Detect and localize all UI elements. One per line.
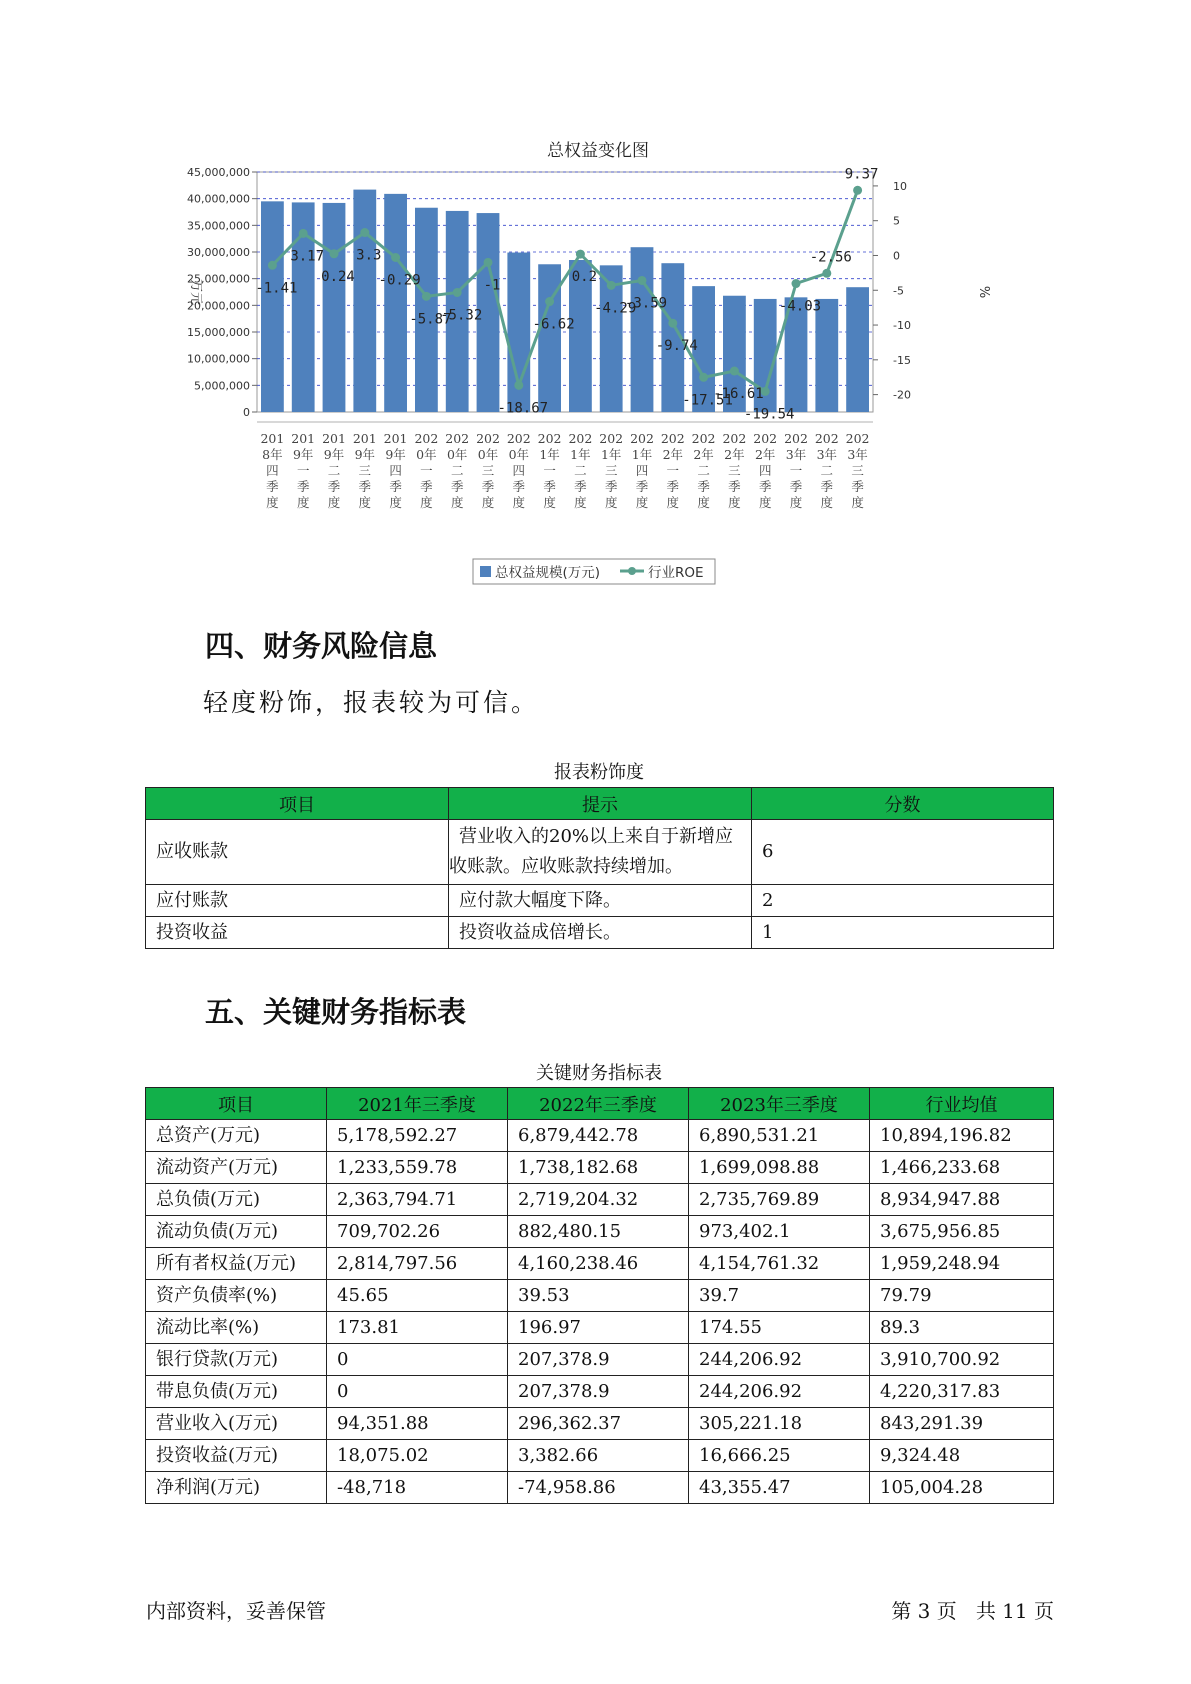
roe-point [299, 229, 308, 238]
kpi-value: 94,351.88 [327, 1408, 508, 1440]
roe-data-label: -5.32 [440, 307, 483, 324]
kpi-item: 总负债(万元) [146, 1184, 327, 1216]
x-tick-label: 202 [845, 431, 870, 446]
left-tick-label: 45,000,000 [187, 166, 250, 179]
right-tick-label: 10 [893, 179, 907, 193]
risk-hint-line1: 营业收入的20%以上来自于新增应 [459, 826, 734, 847]
risk-score: 1 [752, 917, 1054, 949]
kpi-value: 3,910,700.92 [870, 1344, 1054, 1376]
kpi-item: 流动比率(%) [146, 1312, 327, 1344]
section4-heading: 四、财务风险信息 [205, 629, 438, 663]
table-row [146, 1120, 1054, 1152]
roe-point [638, 276, 647, 285]
right-tick-label: -5 [893, 284, 904, 298]
roe-data-label: -4.03 [778, 298, 822, 315]
x-tick-label: 1年 [631, 447, 653, 462]
x-tick-label: 度 [666, 495, 680, 510]
bar [323, 203, 346, 412]
x-tick-label: 季 [420, 479, 433, 494]
x-tick-label: 一 [420, 463, 433, 478]
kpi-value: 973,402.1 [689, 1216, 870, 1248]
x-tick-label: 度 [420, 495, 433, 510]
roe-data-label: -1 [483, 277, 501, 294]
kpi-item: 银行贷款(万元) [146, 1344, 327, 1376]
roe-data-label: -5.87 [409, 311, 452, 328]
kpi-value: 39.53 [508, 1280, 689, 1312]
x-tick-label: 度 [851, 495, 864, 510]
x-tick-label: 201 [352, 431, 377, 446]
roe-data-label: 3.17 [290, 248, 325, 265]
x-tick-label: 季 [758, 479, 772, 494]
x-tick-label: 四 [389, 463, 402, 478]
x-tick-label: 度 [512, 495, 526, 510]
roe-point [730, 367, 739, 376]
x-tick-label: 202 [445, 431, 470, 446]
x-tick-label: 季 [481, 479, 495, 494]
x-tick-label: 季 [327, 479, 341, 494]
legend-swatch-point [628, 567, 636, 575]
roe-point [453, 288, 462, 297]
x-tick-label: 季 [789, 479, 803, 494]
kpi-item: 流动负债(万元) [146, 1216, 327, 1248]
x-tick-label: 季 [697, 479, 710, 494]
right-tick-label: -15 [893, 353, 911, 367]
x-tick-label: 9年 [292, 447, 314, 462]
bar [353, 190, 376, 412]
x-tick-label: 3年 [816, 447, 838, 462]
kpi-value: 10,894,196.82 [870, 1120, 1054, 1152]
x-tick-label: 度 [820, 495, 834, 510]
kpi-value: 296,362.37 [508, 1408, 689, 1440]
left-tick-label: 35,000,000 [187, 219, 250, 233]
kpi-value: 4,154,761.32 [689, 1248, 870, 1280]
x-tick-label: 度 [574, 495, 587, 510]
bar [384, 194, 407, 412]
left-tick-label: 0 [243, 406, 250, 419]
x-tick-label: 季 [666, 479, 680, 494]
header-2022q3: 2022年三季度 [508, 1088, 689, 1120]
roe-data-label: -6.62 [532, 316, 575, 333]
table-row [146, 1152, 1054, 1184]
x-tick-label: 202 [784, 431, 808, 446]
risk-table-header [146, 788, 1054, 820]
table-row [146, 1472, 1054, 1504]
x-tick-label: 202 [722, 431, 747, 446]
x-tick-label: 202 [753, 431, 778, 446]
table-row [146, 1344, 1054, 1376]
table-row [146, 820, 1054, 885]
table-row [146, 1312, 1054, 1344]
roe-point [268, 261, 277, 270]
left-tick-label: 15,000,000 [187, 326, 250, 339]
kpi-value: 105,004.28 [870, 1472, 1054, 1504]
table-row [146, 1216, 1054, 1248]
roe-point [422, 292, 431, 301]
x-tick-label: 一 [543, 463, 556, 478]
x-tick-label: 202 [691, 431, 716, 446]
x-tick-label: 201 [291, 431, 316, 446]
x-tick-label: 8年 [262, 447, 283, 462]
x-tick-label: 四 [266, 463, 279, 478]
roe-point [792, 279, 801, 288]
risk-hint [449, 820, 752, 885]
right-axis-label: % [976, 285, 991, 299]
risk-item: 应收账款 [146, 820, 449, 885]
x-tick-label: 度 [358, 495, 372, 510]
kpi-value: 709,702.26 [327, 1216, 508, 1248]
x-tick-label: 2年 [754, 447, 776, 462]
x-tick-label: 2年 [662, 447, 684, 462]
kpi-value: 16,666.25 [689, 1440, 870, 1472]
x-tick-label: 202 [476, 431, 500, 446]
x-tick-label: 度 [604, 495, 618, 510]
left-tick-label: 30,000,000 [187, 246, 250, 259]
kpi-item: 营业收入(万元) [146, 1408, 327, 1440]
x-tick-label: 度 [266, 495, 279, 510]
x-tick-label: 季 [389, 479, 402, 494]
x-tick-label: 三 [851, 463, 864, 478]
header-hint: 提示 [449, 788, 752, 820]
kpi-value: 4,160,238.46 [508, 1248, 689, 1280]
kpi-value: 244,206.92 [689, 1376, 870, 1408]
risk-table-caption: 报表粉饰度 [554, 762, 644, 783]
risk-table [145, 787, 1054, 949]
roe-point [576, 250, 585, 259]
x-tick-label: 度 [296, 495, 310, 510]
roe-point [514, 381, 523, 390]
kpi-value: 1,959,248.94 [870, 1248, 1054, 1280]
x-tick-label: 202 [630, 431, 654, 446]
left-tick-label: 5,000,000 [194, 379, 250, 393]
table-row [146, 1184, 1054, 1216]
page-number: 第 3 页 共 11 页 [891, 1599, 1054, 1623]
x-tick-label: 季 [728, 479, 741, 494]
x-tick-label: 三 [358, 463, 372, 478]
risk-item: 投资收益 [146, 917, 449, 949]
kpi-value: 3,675,956.85 [870, 1216, 1054, 1248]
roe-data-label: -19.54 [743, 406, 795, 423]
roe-data-label: -16.61 [713, 386, 764, 403]
kpi-value: -48,718 [327, 1472, 508, 1504]
bar [538, 264, 561, 412]
x-tick-label: 9年 [385, 447, 406, 462]
x-tick-label: 季 [296, 479, 310, 494]
header-score: 分数 [752, 788, 1054, 820]
x-tick-label: 三 [481, 463, 495, 478]
equity-chart [170, 135, 1020, 595]
kpi-value: 1,466,233.68 [870, 1152, 1054, 1184]
kpi-value: 5,178,592.27 [327, 1120, 508, 1152]
kpi-item: 所有者权益(万元) [146, 1248, 327, 1280]
x-tick-label: 季 [604, 479, 618, 494]
x-tick-label: 季 [574, 479, 587, 494]
x-tick-label: 202 [506, 431, 531, 446]
x-tick-label: 0年 [416, 447, 437, 462]
kpi-table-caption: 关键财务指标表 [536, 1063, 662, 1084]
left-axis-label: 万元 [188, 278, 203, 306]
bar [261, 201, 284, 412]
bar [631, 247, 654, 412]
x-tick-label: 季 [851, 479, 864, 494]
x-tick-label: 度 [789, 495, 803, 510]
kpi-value: 43,355.47 [689, 1472, 870, 1504]
kpi-item: 净利润(万元) [146, 1472, 327, 1504]
roe-data-label: -2.56 [809, 249, 852, 266]
table-row [146, 1376, 1054, 1408]
kpi-value: 196.97 [508, 1312, 689, 1344]
x-tick-label: 201 [260, 431, 285, 446]
kpi-value: 9,324.48 [870, 1440, 1054, 1472]
kpi-value: 6,890,531.21 [689, 1120, 870, 1152]
x-tick-label: 201 [322, 431, 346, 446]
x-tick-label: 四 [512, 463, 526, 478]
kpi-value: 18,075.02 [327, 1440, 508, 1472]
kpi-value: -74,958.86 [508, 1472, 689, 1504]
risk-hint: 应付款大幅度下降。 [449, 885, 752, 917]
risk-item: 应付账款 [146, 885, 449, 917]
x-tick-label: 1年 [539, 447, 560, 462]
bar [846, 287, 869, 412]
footer-note: 内部资料，妥善保管 [146, 1599, 326, 1623]
x-tick-label: 度 [758, 495, 772, 510]
table-row [146, 885, 1054, 917]
x-tick-label: 二 [327, 463, 341, 478]
x-tick-label: 季 [450, 479, 464, 494]
table-row [146, 1248, 1054, 1280]
x-tick-label: 度 [728, 495, 741, 510]
kpi-item: 流动资产(万元) [146, 1152, 327, 1184]
header-2021q3: 2021年三季度 [327, 1088, 508, 1120]
roe-point [668, 319, 677, 328]
right-tick-label: 0 [893, 249, 900, 263]
kpi-value: 45.65 [327, 1280, 508, 1312]
roe-data-label: -17.51 [682, 392, 733, 409]
x-tick-label: 度 [450, 495, 464, 510]
kpi-value: 173.81 [327, 1312, 508, 1344]
roe-data-label: -0.29 [378, 272, 421, 289]
kpi-value: 89.3 [870, 1312, 1054, 1344]
kpi-value: 2,814,797.56 [327, 1248, 508, 1280]
x-tick-label: 季 [512, 479, 526, 494]
x-tick-label: 季 [358, 479, 372, 494]
x-tick-label: 二 [574, 463, 587, 478]
kpi-value: 1,738,182.68 [508, 1152, 689, 1184]
roe-data-label: 0.24 [321, 268, 355, 285]
roe-data-label: 3.3 [356, 247, 382, 264]
x-tick-label: 二 [697, 463, 710, 478]
x-tick-label: 度 [327, 495, 341, 510]
risk-hint: 投资收益成倍增长。 [449, 917, 752, 949]
x-tick-label: 9年 [323, 447, 345, 462]
header-industry-avg: 行业均值 [870, 1088, 1054, 1120]
left-tick-label: 25,000,000 [187, 272, 250, 286]
x-tick-label: 3年 [847, 447, 868, 462]
kpi-value: 8,934,947.88 [870, 1184, 1054, 1216]
roe-point [391, 253, 400, 262]
roe-data-label: 0.2 [571, 269, 598, 286]
risk-hint-line2: 收账款。应收账款持续增加。 [449, 856, 683, 877]
kpi-value: 0 [327, 1376, 508, 1408]
x-tick-label: 201 [383, 431, 408, 446]
legend-label-line: 行业ROE [648, 565, 704, 581]
kpi-value: 2,735,769.89 [689, 1184, 870, 1216]
x-tick-label: 0年 [446, 447, 468, 462]
x-tick-label: 三 [728, 463, 741, 478]
table-row [146, 1408, 1054, 1440]
x-tick-label: 季 [543, 479, 556, 494]
roe-point [699, 373, 708, 382]
kpi-value: 207,378.9 [508, 1344, 689, 1376]
x-tick-label: 一 [789, 463, 803, 478]
x-tick-label: 度 [635, 495, 649, 510]
kpi-value: 79.79 [870, 1280, 1054, 1312]
bar [415, 208, 438, 412]
x-tick-label: 二 [820, 463, 834, 478]
roe-data-label: -3.59 [624, 295, 668, 312]
kpi-value: 174.55 [689, 1312, 870, 1344]
roe-point [360, 228, 369, 237]
x-tick-label: 一 [666, 463, 680, 478]
x-tick-label: 202 [414, 431, 439, 446]
right-tick-label: -20 [893, 388, 911, 402]
kpi-item: 总资产(万元) [146, 1120, 327, 1152]
risk-score: 6 [752, 820, 1054, 885]
kpi-item: 资产负债率(%) [146, 1280, 327, 1312]
roe-data-label: -4.29 [594, 300, 637, 317]
left-tick-label: 20,000,000 [187, 299, 250, 313]
x-tick-label: 四 [635, 463, 649, 478]
section5-heading: 五、关键财务指标表 [205, 995, 467, 1029]
kpi-value: 244,206.92 [689, 1344, 870, 1376]
x-tick-label: 三 [604, 463, 618, 478]
legend-swatch-bar [480, 566, 491, 577]
x-tick-label: 度 [481, 495, 495, 510]
legend-label-bar: 总权益规模(万元) [495, 565, 601, 581]
chart-title: 总权益变化图 [547, 141, 649, 161]
kpi-value: 1,699,098.88 [689, 1152, 870, 1184]
x-tick-label: 2年 [693, 447, 714, 462]
kpi-value: 39.7 [689, 1280, 870, 1312]
roe-data-label: -1.41 [255, 280, 298, 297]
right-tick-label: -10 [893, 319, 911, 333]
x-tick-label: 202 [814, 431, 839, 446]
table-row [146, 1440, 1054, 1472]
x-tick-label: 3年 [785, 447, 807, 462]
x-tick-label: 0年 [477, 447, 499, 462]
x-tick-label: 季 [820, 479, 834, 494]
x-tick-label: 季 [635, 479, 649, 494]
header-item: 项目 [146, 788, 449, 820]
roe-point [822, 269, 831, 278]
kpi-value: 2,363,794.71 [327, 1184, 508, 1216]
roe-point [853, 186, 862, 195]
x-tick-label: 度 [389, 495, 402, 510]
right-tick-label: 5 [893, 214, 900, 228]
x-tick-label: 1年 [570, 447, 591, 462]
roe-data-label: -9.74 [655, 338, 698, 355]
x-tick-label: 四 [758, 463, 772, 478]
x-tick-label: 季 [266, 479, 279, 494]
roe-data-label: -18.67 [497, 400, 549, 417]
kpi-value: 1,233,559.78 [327, 1152, 508, 1184]
x-tick-label: 202 [660, 431, 685, 446]
x-tick-label: 二 [450, 463, 464, 478]
roe-point [330, 249, 339, 258]
risk-score: 2 [752, 885, 1054, 917]
bar [815, 299, 838, 412]
roe-point [607, 281, 616, 290]
kpi-value: 305,221.18 [689, 1408, 870, 1440]
table-row [146, 917, 1054, 949]
left-tick-label: 40,000,000 [187, 192, 250, 206]
kpi-value: 2,719,204.32 [508, 1184, 689, 1216]
x-tick-label: 一 [296, 463, 310, 478]
roe-point [545, 297, 554, 306]
x-tick-label: 1年 [600, 447, 622, 462]
kpi-value: 207,378.9 [508, 1376, 689, 1408]
roe-point [484, 258, 493, 267]
kpi-value: 6,879,442.78 [508, 1120, 689, 1152]
header-2023q3: 2023年三季度 [689, 1088, 870, 1120]
x-tick-label: 2年 [724, 447, 745, 462]
x-tick-label: 202 [599, 431, 624, 446]
x-tick-label: 9年 [354, 447, 376, 462]
kpi-value: 4,220,317.83 [870, 1376, 1054, 1408]
kpi-value: 882,480.15 [508, 1216, 689, 1248]
header-item: 项目 [146, 1088, 327, 1120]
risk-summary: 轻度粉饰，报表较为可信。 [203, 688, 540, 717]
kpi-value: 843,291.39 [870, 1408, 1054, 1440]
x-tick-label: 202 [568, 431, 593, 446]
x-tick-label: 202 [537, 431, 562, 446]
plot-frame [257, 172, 873, 412]
x-tick-label: 度 [697, 495, 710, 510]
kpi-item: 带息负债(万元) [146, 1376, 327, 1408]
kpi-table-header [146, 1088, 1054, 1120]
kpi-value: 3,382.66 [508, 1440, 689, 1472]
kpi-item: 投资收益(万元) [146, 1440, 327, 1472]
roe-data-label: 9.37 [844, 166, 879, 183]
kpi-table [145, 1087, 1054, 1504]
x-tick-label: 度 [543, 495, 556, 510]
x-tick-label: 0年 [508, 447, 530, 462]
kpi-value: 0 [327, 1344, 508, 1376]
table-row [146, 1280, 1054, 1312]
left-tick-label: 10,000,000 [187, 352, 250, 366]
